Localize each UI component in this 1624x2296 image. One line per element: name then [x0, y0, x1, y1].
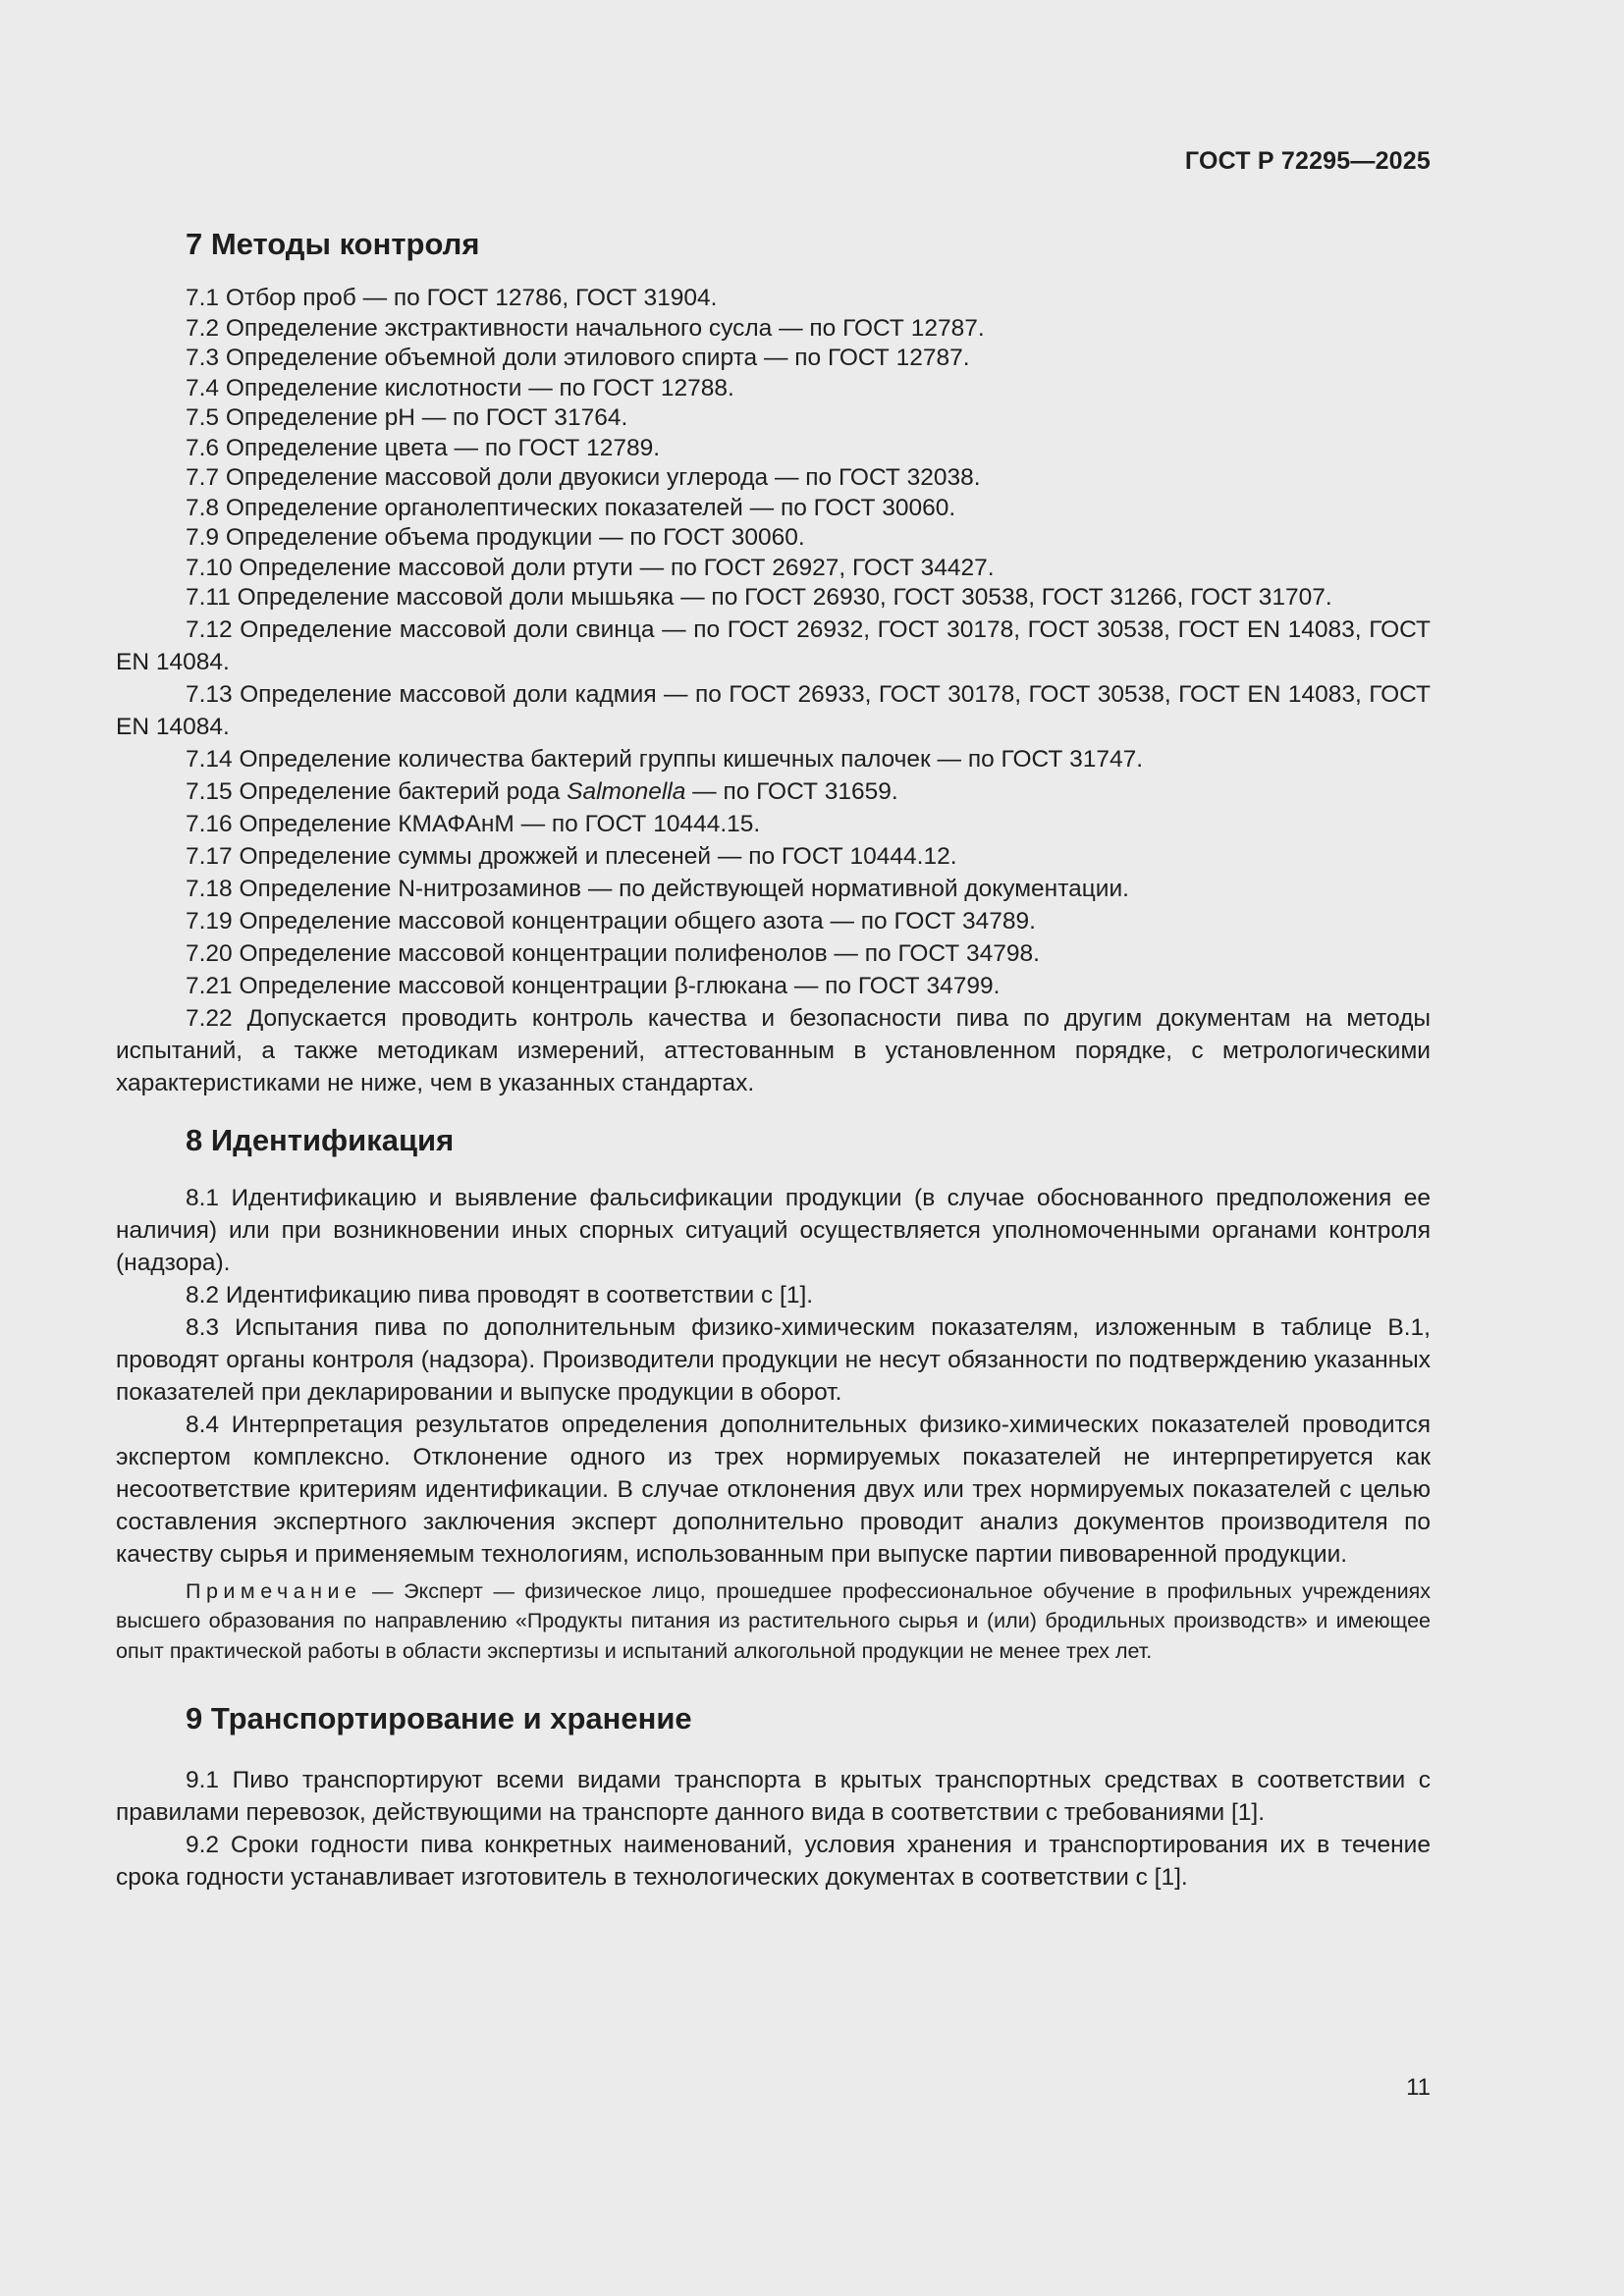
clause-7-3: 7.3 Определение объемной доли этилового спирта — по ГОСТ 12787. — [186, 345, 970, 371]
page-content — [116, 221, 1431, 1894]
clause-7-5: 7.5 Определение pH — по ГОСТ 31764. — [186, 404, 628, 431]
clause-8-3: 8.3 Испытания пива по дополнительным физико-химическим показателям, изложенным в таблице В.1, проводят органы контроля (надзора). Производители продукции не несут обязанности по подтверждению указанных показателей при декларировании и выпуске продукции в оборот. — [116, 1313, 1431, 1406]
note-text: — Эксперт — физическое лицо, прошедшее профессиональное обучение в профильных учреждениях высшего образования по направлению «Продукты питания из растительного сырья и (или) бродильных производств» и имеющее опыт практической работы в области экспертизы и испытаний алкогольной продукции не менее трех лет. — [116, 1578, 1431, 1663]
clause-7-18: 7.18 Определение N-нитрозаминов — по действующей нормативной документации. — [186, 875, 1129, 902]
clause-8-2: 8.2 Идентификацию пива проводят в соответствии с [1]. — [186, 1281, 814, 1308]
clause-9-2: 9.2 Сроки годности пива конкретных наименований, условия хранения и транспортирования их в течение срока годности устанавливает изготовитель в технологических документах в соответствии с [1]. — [116, 1832, 1431, 1891]
clause-7-11: 7.11 Определение массовой доли мышьяка — по ГОСТ 26930, ГОСТ 30538, ГОСТ 31266, ГОСТ 31707. — [186, 584, 1332, 611]
page-number: 11 — [1406, 2074, 1431, 2101]
clause-7-13: 7.13 Определение массовой доли кадмия — по ГОСТ 26933, ГОСТ 30178, ГОСТ 30538, ГОСТ EN 14083, ГОСТ EN 14084. — [116, 680, 1431, 740]
clause-7-4: 7.4 Определение кислотности — по ГОСТ 12788. — [186, 374, 734, 401]
clause-7-15-tail: — по ГОСТ 31659. — [685, 777, 898, 805]
clause-7-20: 7.20 Определение массовой концентрации полифенолов — по ГОСТ 34798. — [186, 939, 1040, 967]
clause-7-2: 7.2 Определение экстрактивности начального сусла — по ГОСТ 12787. — [186, 314, 985, 342]
clause-8-4: 8.4 Интерпретация результатов определения дополнительных физико-химических показателей проводится экспертом комплексно. Отклонение одного из трех нормируемых показателей не интерпретируется как несоответствие критериям идентификации. В случае отклонения двух или трех нормируемых показателей с целью составления экспертного заключения эксперт дополнительно проводит анализ документов производителя по качеству сырья и применяемым технологиям, использованным при выпуске партии пивоваренной продукции. — [116, 1411, 1431, 1568]
clause-7-12: 7.12 Определение массовой доли свинца — по ГОСТ 26932, ГОСТ 30178, ГОСТ 30538, ГОСТ EN 14083, ГОСТ EN 14084. — [116, 615, 1431, 675]
clause-7-15-text: 7.15 Определение бактерий рода — [186, 777, 568, 805]
section-7-title: 7 Методы контроля — [186, 227, 480, 261]
note-paragraph — [116, 1576, 1431, 1667]
clause-7-16: 7.16 Определение КМАФАнМ — по ГОСТ 10444.15. — [186, 810, 761, 837]
clause-7-21: 7.21 Определение массовой концентрации β-глюкана — по ГОСТ 34799. — [186, 972, 1001, 999]
clause-7-9: 7.9 Определение объема продукции — по ГОСТ 30060. — [186, 524, 805, 551]
clause-7-22: 7.22 Допускается проводить контроль качества и безопасности пива по другим документам на методы испытаний, а также методикам измерений, аттестованным в установленном порядке, с метрологическими характеристиками не ниже, чем в указанных стандартах. — [116, 1004, 1431, 1096]
clause-9-1: 9.1 Пиво транспортируют всеми видами транспорта в крытых транспортных средствах в соответствии с правилами перевозок, действующими на транспорте данного вида в соответствии с требованиями [1]. — [116, 1767, 1431, 1826]
clause-7-15-italic-term: Salmonella — [567, 777, 686, 805]
clause-7-8: 7.8 Определение органолептических показателей — по ГОСТ 30060. — [186, 494, 956, 521]
clause-7-6: 7.6 Определение цвета — по ГОСТ 12789. — [186, 434, 661, 461]
clause-7-1: 7.1 Отбор проб — по ГОСТ 12786, ГОСТ 31904. — [186, 285, 718, 311]
clause-7-7: 7.7 Определение массовой доли двуокиси углерода — по ГОСТ 32038. — [186, 464, 981, 491]
clause-7-15 — [116, 775, 1431, 808]
clause-7-19: 7.19 Определение массовой концентрации общего азота — по ГОСТ 34789. — [186, 907, 1036, 934]
document-code-header: ГОСТ Р 72295—2025 — [1184, 147, 1431, 175]
section-8-title: 8 Идентификация — [186, 1122, 455, 1157]
section-9-title: 9 Транспортирование и хранение — [186, 1701, 692, 1735]
clause-7-10: 7.10 Определение массовой доли ртути — по ГОСТ 26927, ГОСТ 34427. — [186, 554, 995, 581]
clause-8-1: 8.1 Идентификацию и выявление фальсификации продукции (в случае обоснованного предположения ее наличия) или при возникновении иных спорных ситуаций осуществляется уполномоченными органами контроля (надзора). — [116, 1184, 1431, 1276]
note-label: Примечание — [186, 1578, 362, 1603]
clause-7-17: 7.17 Определение суммы дрожжей и плесеней — по ГОСТ 10444.12. — [186, 842, 957, 870]
clause-7-14: 7.14 Определение количества бактерий группы кишечных палочек — по ГОСТ 31747. — [186, 745, 1144, 773]
